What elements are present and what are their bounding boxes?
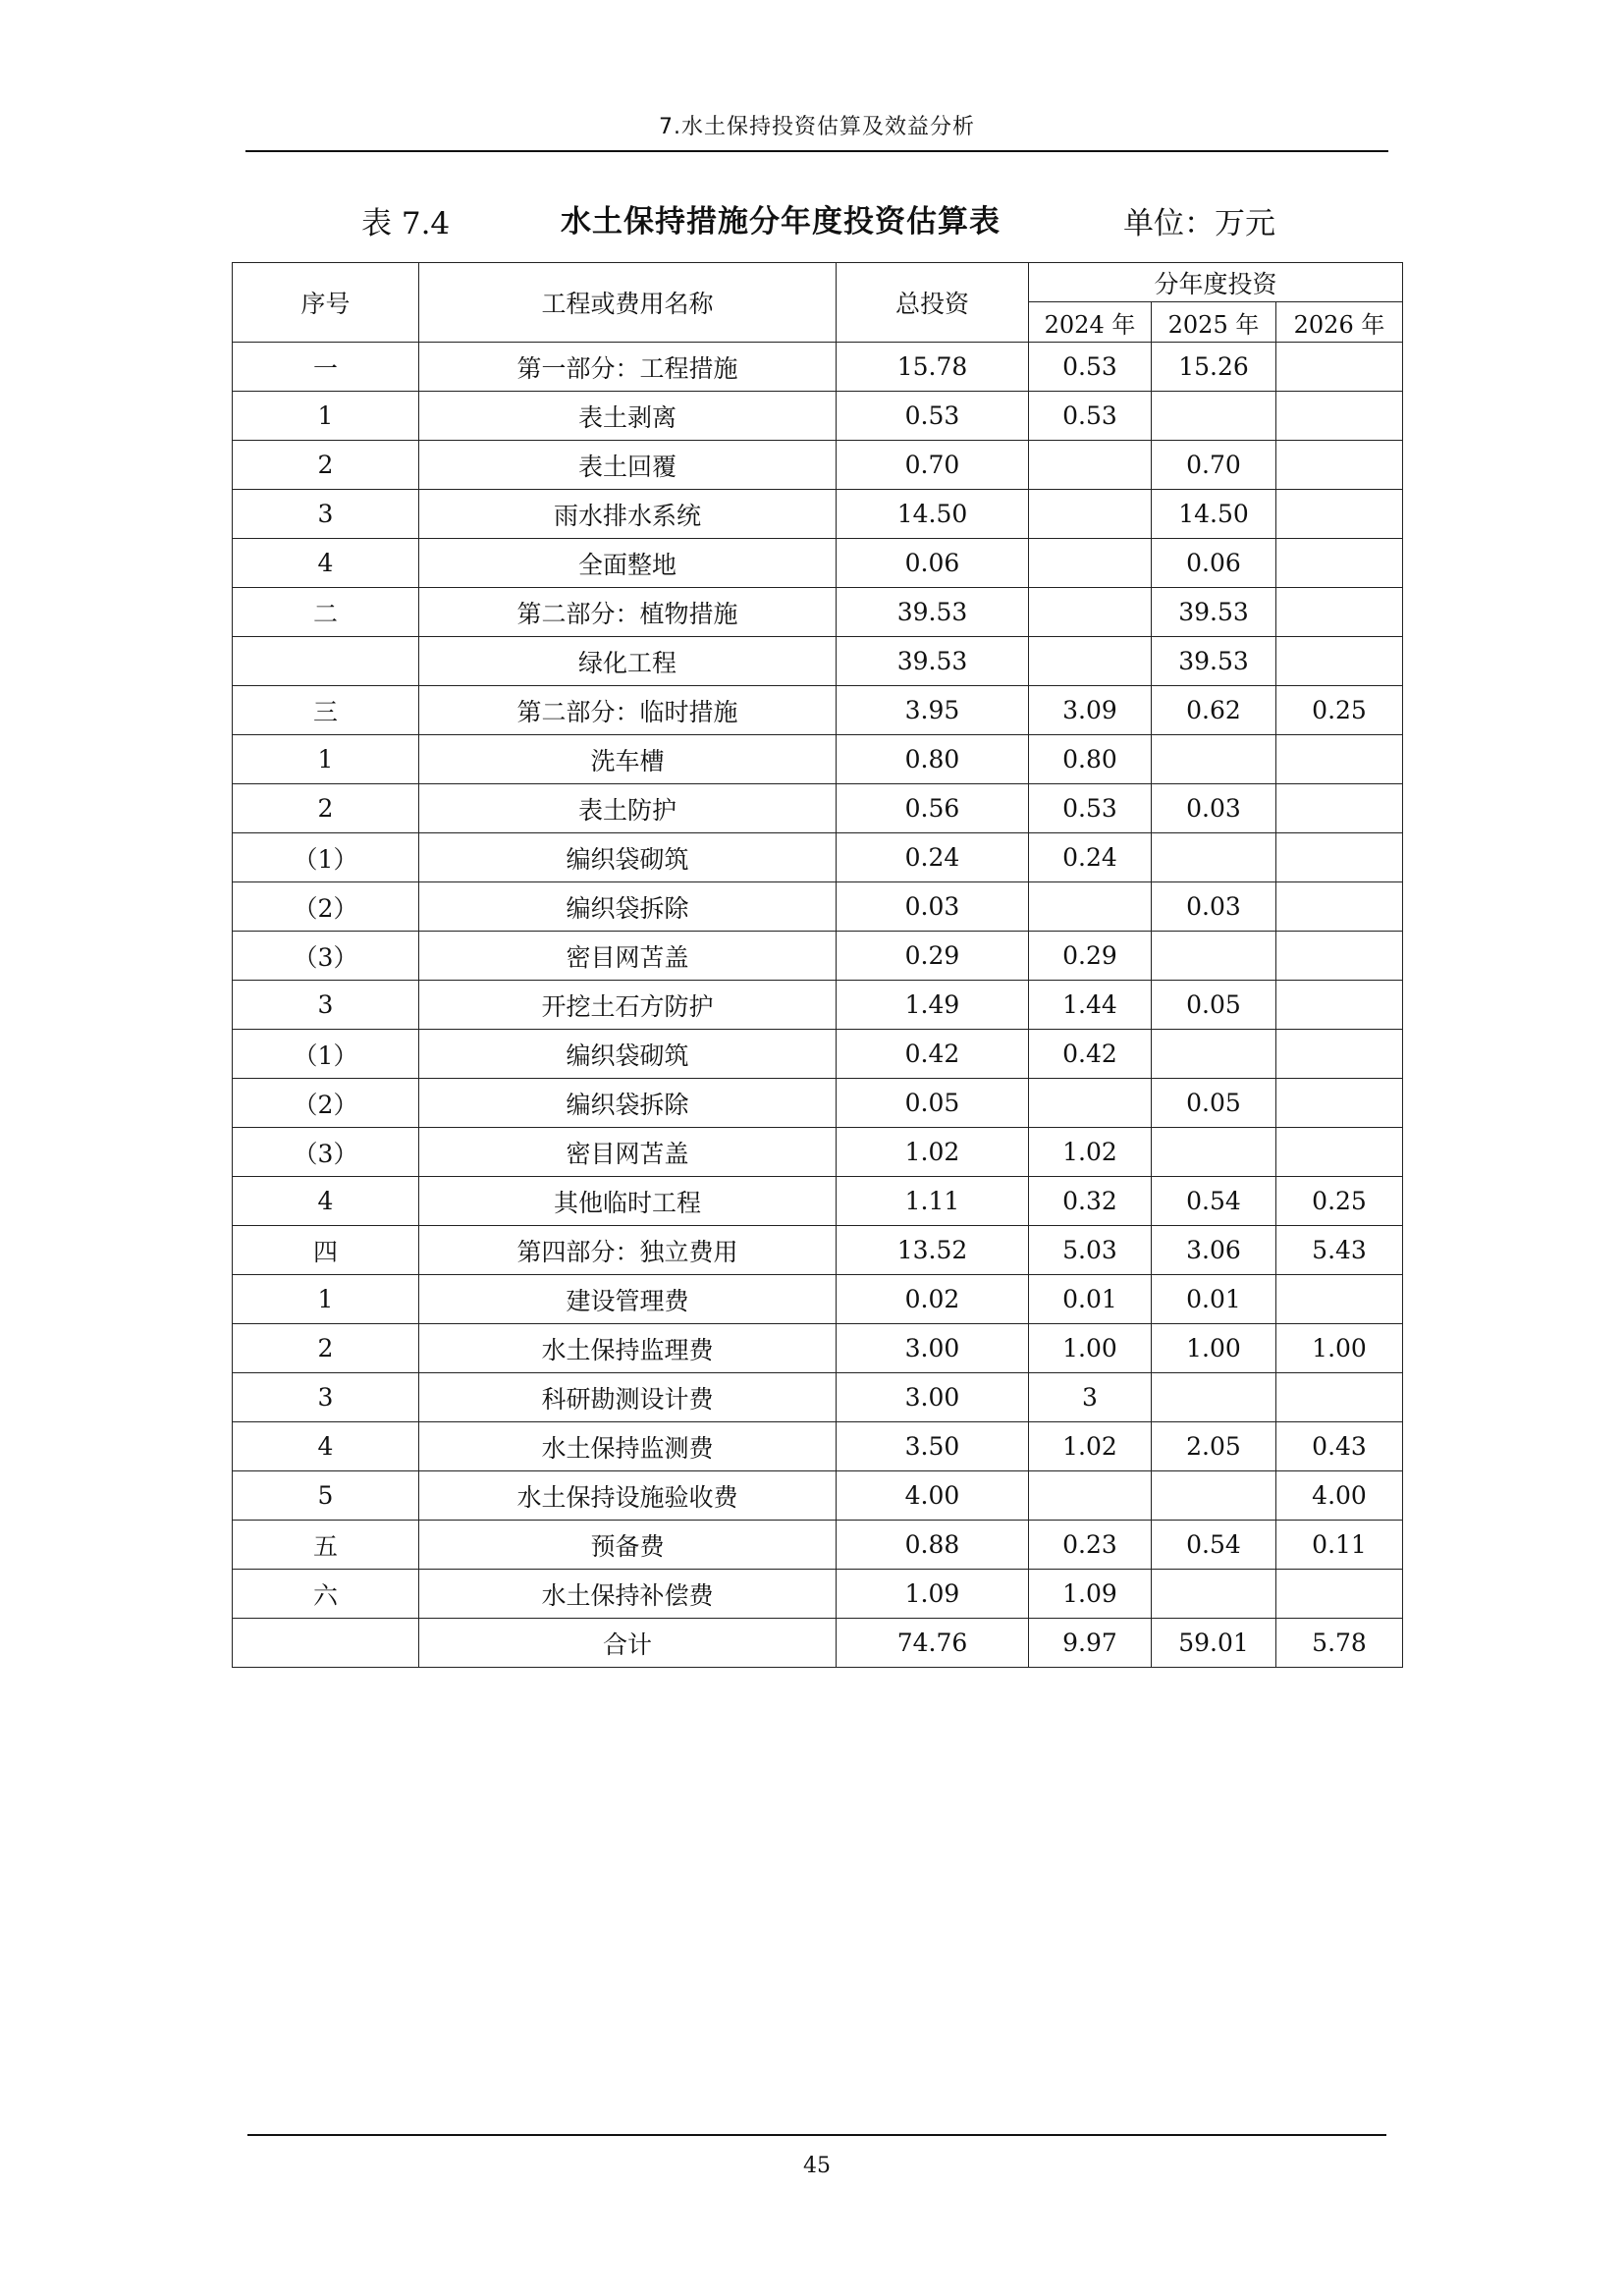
cell-2025: 0.62 bbox=[1152, 686, 1276, 735]
cell-name: 表土剥离 bbox=[419, 392, 837, 441]
cell-2024 bbox=[1029, 490, 1152, 539]
cell-total: 39.53 bbox=[837, 637, 1029, 686]
cell-2026: 0.11 bbox=[1276, 1521, 1403, 1570]
table-header-row bbox=[233, 263, 1403, 302]
cell-2026 bbox=[1276, 441, 1403, 490]
cell-2024: 9.97 bbox=[1029, 1619, 1152, 1668]
cell-seq: 二 bbox=[233, 588, 419, 637]
cell-2026: 5.43 bbox=[1276, 1226, 1403, 1275]
cell-total: 0.70 bbox=[837, 441, 1029, 490]
cell-seq: 1 bbox=[233, 1275, 419, 1324]
cell-total: 1.02 bbox=[837, 1128, 1029, 1177]
table-row bbox=[233, 1128, 1403, 1177]
cell-total: 3.00 bbox=[837, 1324, 1029, 1373]
table-caption: 水土保持措施分年度投资估算表 bbox=[561, 204, 1001, 240]
cell-name: 水土保持设施验收费 bbox=[419, 1471, 837, 1521]
cell-2024 bbox=[1029, 588, 1152, 637]
cell-name: 第一部分：工程措施 bbox=[419, 343, 837, 392]
cell-seq bbox=[233, 1619, 419, 1668]
cell-name: 洗车槽 bbox=[419, 735, 837, 784]
cell-name: 建设管理费 bbox=[419, 1275, 837, 1324]
cell-2024: 1.02 bbox=[1029, 1128, 1152, 1177]
cell-seq: （3） bbox=[233, 1128, 419, 1177]
cell-2024: 0.29 bbox=[1029, 932, 1152, 981]
table-title bbox=[232, 194, 1402, 245]
cell-2026: 0.25 bbox=[1276, 1177, 1403, 1226]
cell-2026: 4.00 bbox=[1276, 1471, 1403, 1521]
investment-table bbox=[232, 262, 1403, 1668]
cell-2025 bbox=[1152, 1373, 1276, 1422]
header-year-2024: 2024 年 bbox=[1029, 302, 1152, 343]
cell-name: 绿化工程 bbox=[419, 637, 837, 686]
table-row bbox=[233, 490, 1403, 539]
table-number: 表 7.4 bbox=[361, 206, 451, 241]
table-row bbox=[233, 1079, 1403, 1128]
cell-seq: （3） bbox=[233, 932, 419, 981]
table-row bbox=[233, 392, 1403, 441]
cell-2024: 0.80 bbox=[1029, 735, 1152, 784]
table-row bbox=[233, 1619, 1403, 1668]
cell-name: 开挖土石方防护 bbox=[419, 981, 837, 1030]
cell-2025: 2.05 bbox=[1152, 1422, 1276, 1471]
cell-seq: 1 bbox=[233, 735, 419, 784]
cell-seq: 4 bbox=[233, 539, 419, 588]
cell-2026 bbox=[1276, 392, 1403, 441]
cell-name: 编织袋砌筑 bbox=[419, 1030, 837, 1079]
cell-total: 0.02 bbox=[837, 1275, 1029, 1324]
header-year-2025: 2025 年 bbox=[1152, 302, 1276, 343]
table-row bbox=[233, 932, 1403, 981]
cell-2025: 0.03 bbox=[1152, 784, 1276, 833]
cell-2025 bbox=[1152, 932, 1276, 981]
cell-seq: （1） bbox=[233, 1030, 419, 1079]
table-row bbox=[233, 343, 1403, 392]
cell-2025: 39.53 bbox=[1152, 637, 1276, 686]
cell-2026 bbox=[1276, 588, 1403, 637]
cell-2026 bbox=[1276, 539, 1403, 588]
cell-total: 3.50 bbox=[837, 1422, 1029, 1471]
cell-name: 合计 bbox=[419, 1619, 837, 1668]
cell-2025: 39.53 bbox=[1152, 588, 1276, 637]
cell-name: 水土保持监理费 bbox=[419, 1324, 837, 1373]
cell-total: 1.09 bbox=[837, 1570, 1029, 1619]
cell-2025: 0.05 bbox=[1152, 981, 1276, 1030]
cell-2026: 0.43 bbox=[1276, 1422, 1403, 1471]
cell-2024: 3.09 bbox=[1029, 686, 1152, 735]
header-total: 总投资 bbox=[837, 263, 1029, 343]
cell-2024 bbox=[1029, 882, 1152, 932]
cell-total: 39.53 bbox=[837, 588, 1029, 637]
table-row bbox=[233, 441, 1403, 490]
cell-2025 bbox=[1152, 1030, 1276, 1079]
cell-2024 bbox=[1029, 539, 1152, 588]
cell-total: 0.03 bbox=[837, 882, 1029, 932]
cell-2025 bbox=[1152, 1471, 1276, 1521]
cell-2024: 1.00 bbox=[1029, 1324, 1152, 1373]
table-row bbox=[233, 539, 1403, 588]
table-unit: 单位：万元 bbox=[1123, 206, 1275, 241]
cell-total: 13.52 bbox=[837, 1226, 1029, 1275]
cell-total: 14.50 bbox=[837, 490, 1029, 539]
table-row bbox=[233, 735, 1403, 784]
cell-2025: 14.50 bbox=[1152, 490, 1276, 539]
cell-seq: （2） bbox=[233, 882, 419, 932]
cell-seq: 一 bbox=[233, 343, 419, 392]
cell-seq: 4 bbox=[233, 1177, 419, 1226]
cell-2025 bbox=[1152, 1570, 1276, 1619]
cell-2025: 0.01 bbox=[1152, 1275, 1276, 1324]
cell-2024 bbox=[1029, 637, 1152, 686]
cell-2025: 0.54 bbox=[1152, 1177, 1276, 1226]
cell-name: 水土保持监测费 bbox=[419, 1422, 837, 1471]
table-row bbox=[233, 1275, 1403, 1324]
cell-2026 bbox=[1276, 1079, 1403, 1128]
cell-2026 bbox=[1276, 490, 1403, 539]
cell-total: 0.29 bbox=[837, 932, 1029, 981]
cell-2026 bbox=[1276, 981, 1403, 1030]
table-row bbox=[233, 1521, 1403, 1570]
cell-2026 bbox=[1276, 637, 1403, 686]
cell-2026 bbox=[1276, 1570, 1403, 1619]
cell-name: 第四部分：独立费用 bbox=[419, 1226, 837, 1275]
cell-name: 水土保持补偿费 bbox=[419, 1570, 837, 1619]
cell-2025 bbox=[1152, 392, 1276, 441]
cell-name: 雨水排水系统 bbox=[419, 490, 837, 539]
cell-2026 bbox=[1276, 735, 1403, 784]
cell-total: 15.78 bbox=[837, 343, 1029, 392]
cell-seq: 3 bbox=[233, 1373, 419, 1422]
cell-2024: 0.53 bbox=[1029, 784, 1152, 833]
header-rule bbox=[245, 150, 1388, 152]
cell-2024: 0.32 bbox=[1029, 1177, 1152, 1226]
cell-2024 bbox=[1029, 1471, 1152, 1521]
cell-name: 表土回覆 bbox=[419, 441, 837, 490]
cell-seq: （1） bbox=[233, 833, 419, 882]
cell-2024 bbox=[1029, 441, 1152, 490]
table-row bbox=[233, 1324, 1403, 1373]
cell-2026 bbox=[1276, 784, 1403, 833]
cell-2026: 5.78 bbox=[1276, 1619, 1403, 1668]
table-row bbox=[233, 1177, 1403, 1226]
cell-name: 编织袋拆除 bbox=[419, 882, 837, 932]
table-row bbox=[233, 1471, 1403, 1521]
cell-2024: 0.23 bbox=[1029, 1521, 1152, 1570]
cell-total: 0.53 bbox=[837, 392, 1029, 441]
cell-seq: 四 bbox=[233, 1226, 419, 1275]
cell-2026: 0.25 bbox=[1276, 686, 1403, 735]
table-row bbox=[233, 833, 1403, 882]
cell-total: 0.88 bbox=[837, 1521, 1029, 1570]
cell-total: 74.76 bbox=[837, 1619, 1029, 1668]
cell-total: 0.24 bbox=[837, 833, 1029, 882]
cell-name: 第二部分：临时措施 bbox=[419, 686, 837, 735]
cell-total: 0.80 bbox=[837, 735, 1029, 784]
cell-2026 bbox=[1276, 882, 1403, 932]
table-row bbox=[233, 1373, 1403, 1422]
cell-name: 全面整地 bbox=[419, 539, 837, 588]
cell-2025: 15.26 bbox=[1152, 343, 1276, 392]
cell-2025: 0.03 bbox=[1152, 882, 1276, 932]
cell-name: 预备费 bbox=[419, 1521, 837, 1570]
cell-name: 其他临时工程 bbox=[419, 1177, 837, 1226]
cell-2024: 0.01 bbox=[1029, 1275, 1152, 1324]
cell-name: 密目网苫盖 bbox=[419, 1128, 837, 1177]
cell-total: 0.56 bbox=[837, 784, 1029, 833]
cell-seq: （2） bbox=[233, 1079, 419, 1128]
cell-2024: 5.03 bbox=[1029, 1226, 1152, 1275]
cell-2026: 1.00 bbox=[1276, 1324, 1403, 1373]
table-row bbox=[233, 1030, 1403, 1079]
cell-2024: 0.42 bbox=[1029, 1030, 1152, 1079]
cell-2025 bbox=[1152, 1128, 1276, 1177]
cell-seq: 五 bbox=[233, 1521, 419, 1570]
running-header: 7.水土保持投资估算及效益分析 bbox=[659, 115, 975, 139]
cell-seq: 3 bbox=[233, 490, 419, 539]
cell-total: 0.06 bbox=[837, 539, 1029, 588]
header-name: 工程或费用名称 bbox=[419, 263, 837, 343]
cell-2024: 0.24 bbox=[1029, 833, 1152, 882]
page-number: 45 bbox=[803, 2154, 831, 2178]
cell-seq: 三 bbox=[233, 686, 419, 735]
table-row bbox=[233, 882, 1403, 932]
cell-2025: 0.70 bbox=[1152, 441, 1276, 490]
cell-2026 bbox=[1276, 932, 1403, 981]
cell-2026 bbox=[1276, 1128, 1403, 1177]
cell-name: 科研勘测设计费 bbox=[419, 1373, 837, 1422]
footer-rule bbox=[247, 2134, 1386, 2136]
cell-total: 1.49 bbox=[837, 981, 1029, 1030]
cell-2024: 1.09 bbox=[1029, 1570, 1152, 1619]
cell-2026 bbox=[1276, 1373, 1403, 1422]
table-header bbox=[233, 263, 1403, 343]
cell-2024: 0.53 bbox=[1029, 343, 1152, 392]
table-row bbox=[233, 1226, 1403, 1275]
cell-name: 编织袋砌筑 bbox=[419, 833, 837, 882]
header-seq: 序号 bbox=[233, 263, 419, 343]
cell-2025: 0.05 bbox=[1152, 1079, 1276, 1128]
cell-seq: 4 bbox=[233, 1422, 419, 1471]
cell-2024: 1.44 bbox=[1029, 981, 1152, 1030]
cell-total: 0.42 bbox=[837, 1030, 1029, 1079]
cell-2025: 1.00 bbox=[1152, 1324, 1276, 1373]
cell-seq: 3 bbox=[233, 981, 419, 1030]
cell-name: 编织袋拆除 bbox=[419, 1079, 837, 1128]
cell-seq bbox=[233, 637, 419, 686]
cell-name: 密目网苫盖 bbox=[419, 932, 837, 981]
cell-name: 表土防护 bbox=[419, 784, 837, 833]
header-annual: 分年度投资 bbox=[1029, 263, 1403, 302]
cell-2024: 0.53 bbox=[1029, 392, 1152, 441]
cell-total: 1.11 bbox=[837, 1177, 1029, 1226]
cell-2025 bbox=[1152, 833, 1276, 882]
cell-seq: 1 bbox=[233, 392, 419, 441]
table-row bbox=[233, 588, 1403, 637]
cell-total: 4.00 bbox=[837, 1471, 1029, 1521]
cell-seq: 2 bbox=[233, 1324, 419, 1373]
cell-2025: 3.06 bbox=[1152, 1226, 1276, 1275]
cell-2025 bbox=[1152, 735, 1276, 784]
table-row bbox=[233, 1570, 1403, 1619]
cell-seq: 2 bbox=[233, 441, 419, 490]
cell-seq: 六 bbox=[233, 1570, 419, 1619]
cell-2025: 0.06 bbox=[1152, 539, 1276, 588]
cell-name: 第二部分：植物措施 bbox=[419, 588, 837, 637]
cell-seq: 2 bbox=[233, 784, 419, 833]
table-body bbox=[233, 343, 1403, 1668]
cell-2024: 3 bbox=[1029, 1373, 1152, 1422]
cell-2026 bbox=[1276, 1030, 1403, 1079]
cell-total: 0.05 bbox=[837, 1079, 1029, 1128]
cell-2025: 0.54 bbox=[1152, 1521, 1276, 1570]
cell-2025: 59.01 bbox=[1152, 1619, 1276, 1668]
header-year-2026: 2026 年 bbox=[1276, 302, 1403, 343]
table-row bbox=[233, 637, 1403, 686]
table-row bbox=[233, 981, 1403, 1030]
cell-2024 bbox=[1029, 1079, 1152, 1128]
table-row bbox=[233, 784, 1403, 833]
cell-2026 bbox=[1276, 1275, 1403, 1324]
table-row bbox=[233, 686, 1403, 735]
cell-seq: 5 bbox=[233, 1471, 419, 1521]
cell-2026 bbox=[1276, 343, 1403, 392]
cell-total: 3.95 bbox=[837, 686, 1029, 735]
cell-2026 bbox=[1276, 833, 1403, 882]
cell-total: 3.00 bbox=[837, 1373, 1029, 1422]
table-row bbox=[233, 1422, 1403, 1471]
cell-2024: 1.02 bbox=[1029, 1422, 1152, 1471]
